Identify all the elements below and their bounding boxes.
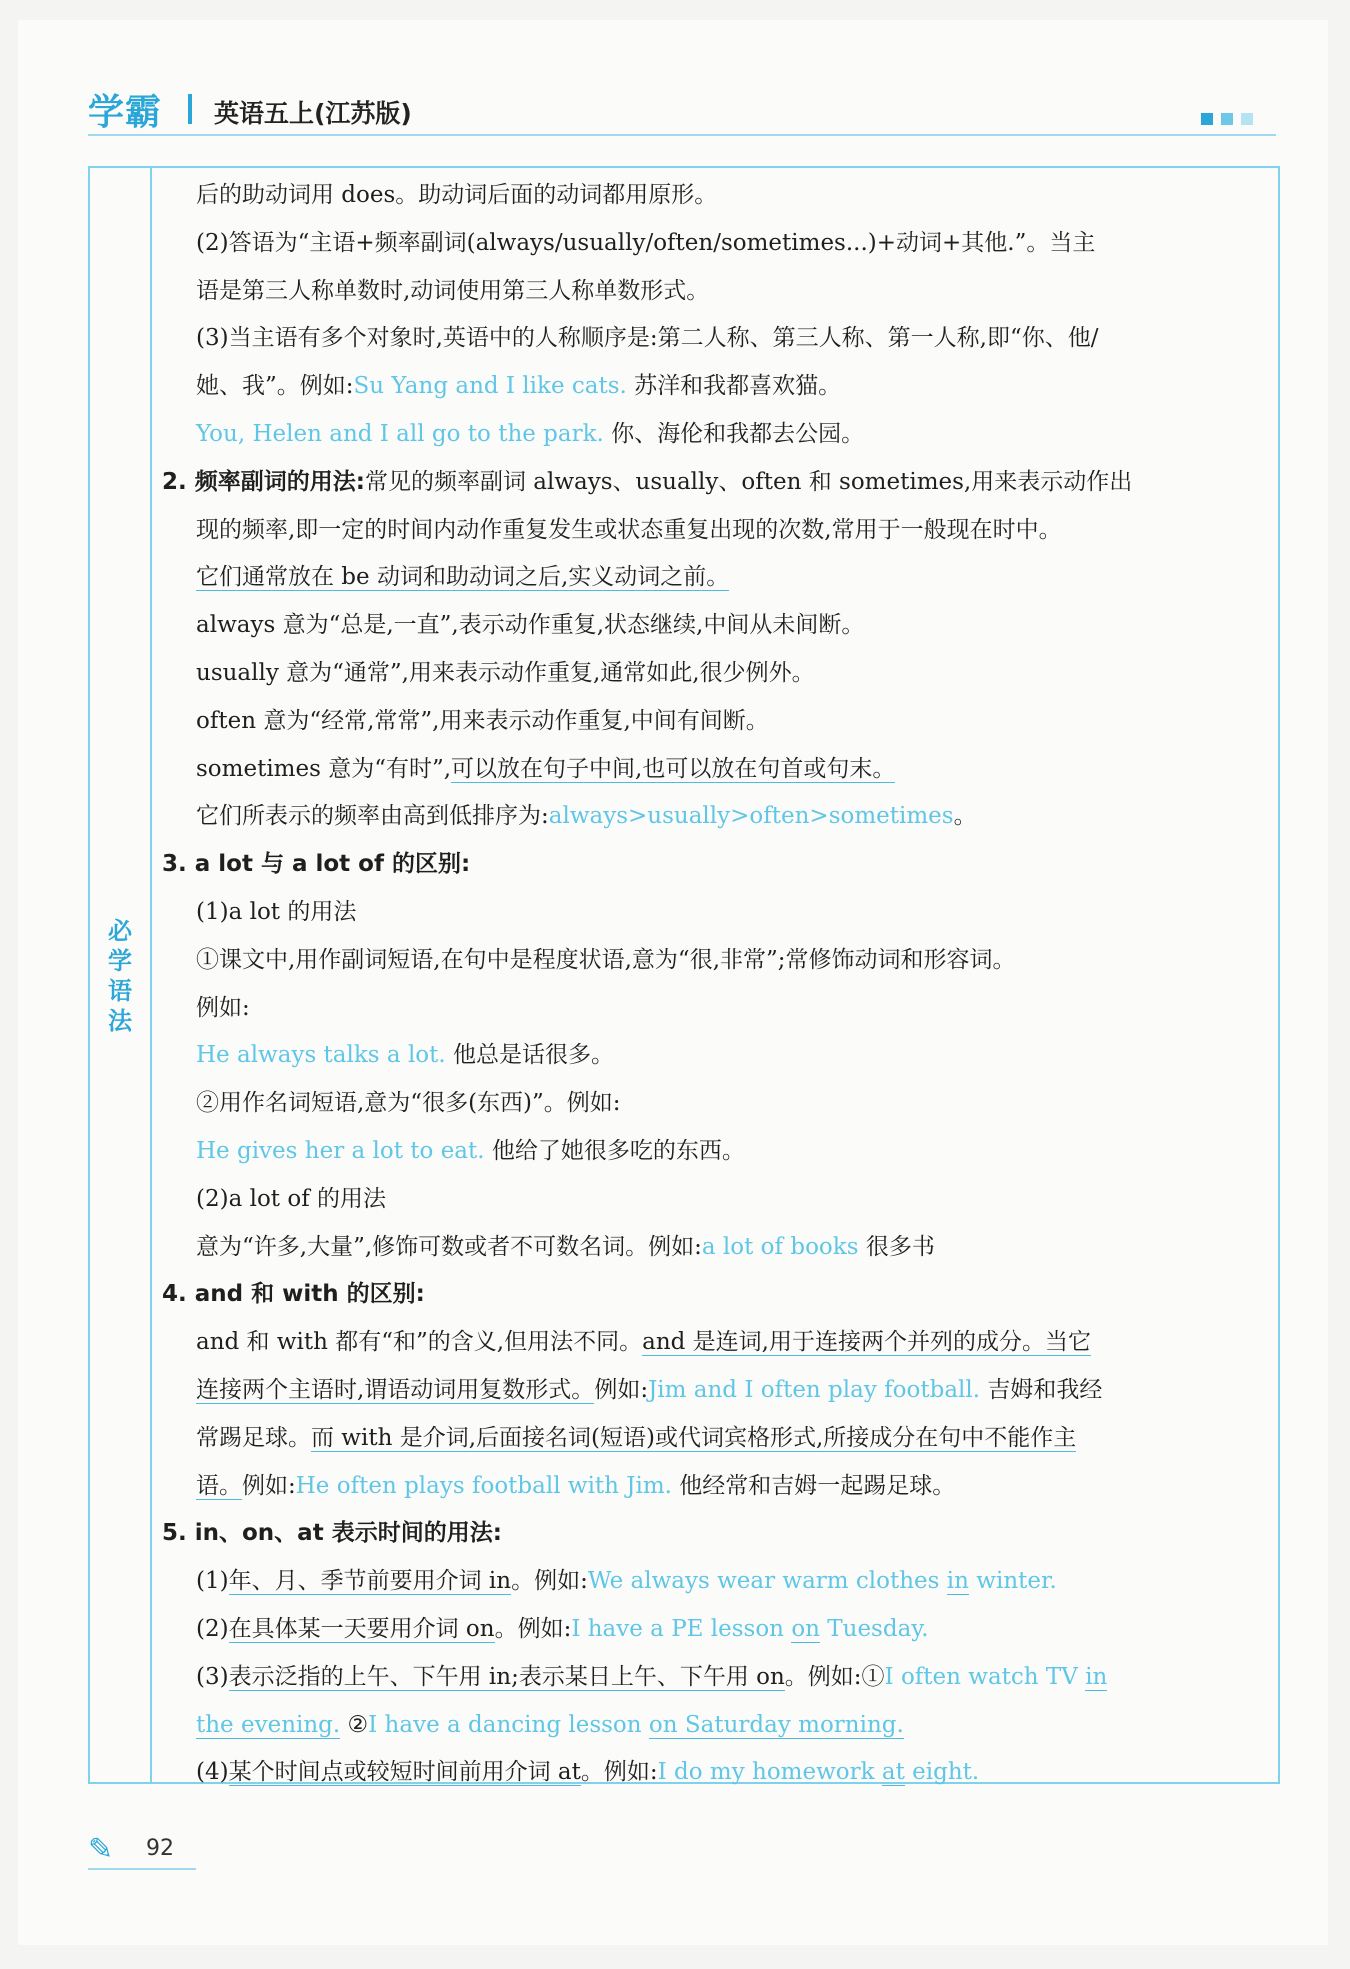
english-example: He always talks a lot.: [196, 1042, 446, 1069]
text: 例如:: [242, 1472, 296, 1499]
grammar-content: [162, 172, 1262, 1797]
english-example: He gives her a lot to eat.: [196, 1137, 485, 1164]
page-number: 92: [146, 1836, 174, 1861]
text-line: (3)当主语有多个对象时,英语中的人称顺序是:第二人称、第三人称、第一人称,即“你、他/: [196, 325, 1099, 352]
underlined-text: 而 with 是介词,后面接名词(短语)或代词宾格形式,所接成分在句中不能作主: [311, 1424, 1077, 1451]
section-5: [162, 1510, 1262, 1558]
english-example: I have a PE lesson: [571, 1615, 784, 1642]
text-line: [162, 1463, 1262, 1511]
text: 意为“许多,大量”,修饰可数或者不可数名词。例如:: [196, 1233, 702, 1260]
decor-square: [1201, 113, 1213, 125]
english-example: eight.: [912, 1759, 980, 1786]
text: 。: [953, 803, 977, 830]
brand-logo: 学霸: [88, 92, 163, 133]
text-line: [162, 1224, 1262, 1272]
english-example: Su Yang and I like cats.: [353, 373, 627, 400]
text: 。例如:①: [784, 1663, 885, 1690]
text-line: [162, 1749, 1262, 1797]
text: (3): [196, 1663, 229, 1690]
text: (4): [196, 1759, 229, 1786]
text: 。例如:: [494, 1615, 572, 1642]
text-line: 例如:: [196, 994, 250, 1021]
translation: 你、海伦和我都去公园。: [611, 420, 865, 447]
english-example: a lot of books: [701, 1233, 859, 1260]
decor-square: [1241, 113, 1253, 125]
english-example: I often watch TV: [884, 1663, 1078, 1690]
logo-divider: [188, 94, 192, 124]
text: 。例如:: [511, 1568, 588, 1595]
underlined-example: on Saturday morning.: [648, 1711, 904, 1738]
sidebar: [90, 168, 152, 1782]
text: (1): [196, 1568, 229, 1595]
section-3: [162, 841, 1262, 889]
text-line: ②用作名词短语,意为“很多(东西)”。例如:: [196, 1090, 621, 1117]
underlined-text: and 是连词,用于连接两个并列的成分。当它: [642, 1329, 1091, 1356]
header-rule: [88, 134, 1276, 136]
section-heading: 5. in、on、at 表示时间的用法:: [162, 1520, 502, 1547]
text-line: [162, 363, 1262, 411]
translation: 他总是话很多。: [453, 1042, 615, 1069]
underlined-text: 语。: [196, 1472, 242, 1499]
underlined-preposition: in: [1085, 1663, 1108, 1690]
underlined-preposition: at: [881, 1759, 905, 1786]
underlined-preposition: on: [791, 1615, 820, 1642]
section-heading: 4. and 和 with 的区别:: [162, 1281, 425, 1308]
english-example: You, Helen and I all go to the park.: [196, 420, 604, 447]
text: 。例如:: [580, 1759, 658, 1786]
text-line: [162, 1558, 1262, 1606]
underlined-text: 表示泛指的上午、下午用 in;表示某日上午、下午用 on: [228, 1663, 785, 1690]
english-example: I do my homework: [657, 1759, 875, 1786]
pencil-icon: ✎: [88, 1832, 114, 1867]
english-example: We always wear warm clothes: [587, 1568, 940, 1595]
english-example: always>usually>often>sometimes: [548, 803, 954, 830]
underlined-example: the evening.: [196, 1711, 341, 1738]
underlined-text: 某个时间点或较短时间前用介词 at: [228, 1759, 581, 1786]
text-line: 现的频率,即一定的时间内动作重复发生或状态重复出现的次数,常用于一般现在时中。: [196, 516, 1062, 543]
text-line: [162, 793, 1262, 841]
english-example: winter.: [976, 1568, 1057, 1595]
text-line: [162, 1319, 1262, 1367]
text-line: (2)答语为“主语+频率副词(always/usually/often/sometimes...)+动词+其他.”。当主: [196, 229, 1096, 256]
sidebar-label: 必学语法: [108, 917, 132, 1035]
underlined-text: 在具体某一天要用介词 on: [228, 1615, 495, 1642]
text-line: [162, 1032, 1262, 1080]
translation: 他给了她很多吃的东西。: [491, 1137, 745, 1164]
english-example: Jim and I often play football.: [648, 1376, 981, 1403]
text-line: [162, 1367, 1262, 1415]
text-line: (2)a lot of 的用法: [196, 1185, 387, 1212]
text-line: [162, 1606, 1262, 1654]
translation: 常踢足球。: [196, 1424, 311, 1451]
section-4: [162, 1271, 1262, 1319]
underlined-text: 可以放在句子中间,也可以放在句首或句末。: [451, 755, 896, 782]
decor-square: [1221, 113, 1233, 125]
section-heading: 2. 频率副词的用法:: [162, 468, 365, 495]
text-line: usually 意为“通常”,用来表示动作重复,通常如此,很少例外。: [196, 659, 815, 686]
text: ②: [347, 1711, 369, 1738]
text: 常见的频率副词 always、usually、often 和 sometimes,用来表示动作出: [364, 468, 1133, 495]
text-line: [162, 746, 1262, 794]
text-line: [162, 1415, 1262, 1463]
content-frame: [88, 166, 1280, 1784]
footer-rule: [88, 1868, 196, 1870]
translation: 吉姆和我经: [987, 1376, 1103, 1403]
underlined-text: 连接两个主语时,谓语动词用复数形式。: [196, 1376, 595, 1403]
underlined-preposition: in: [946, 1568, 969, 1595]
text: and 和 with 都有“和”的含义,但用法不同。: [196, 1329, 643, 1356]
underlined-text: 它们通常放在 be 动词和助动词之后,实义动词之前。: [196, 564, 730, 591]
translation: 苏洋和我都喜欢猫。: [634, 373, 842, 400]
text-line: always 意为“总是,一直”,表示动作重复,状态继续,中间从未间断。: [196, 612, 865, 639]
text-line: (1)a lot 的用法: [196, 898, 357, 925]
text: sometimes 意为“有时”,: [196, 755, 452, 782]
text-line: [162, 411, 1262, 459]
text-line: often 意为“经常,常常”,用来表示动作重复,中间有间断。: [196, 707, 769, 734]
section-heading: 3. a lot 与 a lot of 的区别:: [162, 851, 471, 878]
text-line: [162, 554, 1262, 602]
translation: 他经常和吉姆一起踢足球。: [679, 1472, 956, 1499]
text-line: 语是第三人称单数时,动词使用第三人称单数形式。: [196, 277, 710, 304]
underlined-text: 年、月、季节前要用介词 in: [228, 1568, 512, 1595]
text: 她、我”。例如:: [196, 373, 354, 400]
text-line: ①课文中,用作副词短语,在句中是程度状语,意为“很,非常”;常修饰动词和形容词。: [196, 946, 1016, 973]
english-example: He often plays football with Jim.: [295, 1472, 672, 1499]
english-example: I have a dancing lesson: [368, 1711, 642, 1738]
text-line: [162, 1128, 1262, 1176]
english-example: Tuesday.: [827, 1615, 929, 1642]
section-2: [162, 459, 1262, 507]
text-line: [162, 1702, 1262, 1750]
text-line: [162, 1654, 1262, 1702]
text: (2): [196, 1615, 229, 1642]
text-line: 后的助动词用 does。助动词后面的动词都用原形。: [196, 182, 718, 208]
text: 它们所表示的频率由高到低排序为:: [196, 803, 549, 830]
text: 例如:: [594, 1376, 649, 1403]
translation: 很多书: [865, 1233, 935, 1260]
book-title: 英语五上(江苏版): [214, 99, 412, 128]
